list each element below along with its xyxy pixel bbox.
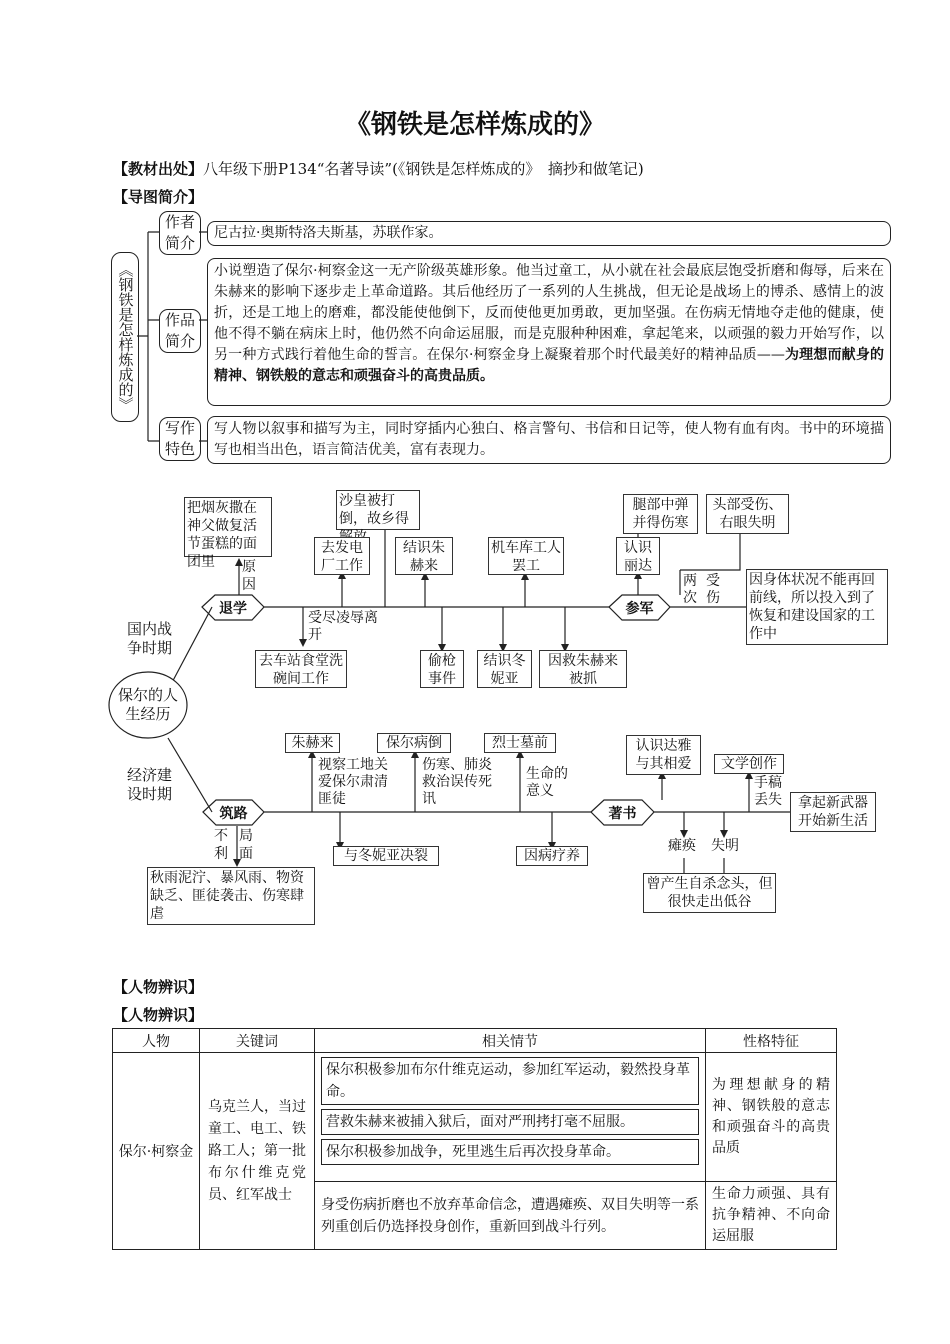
header-person: 人物 xyxy=(113,1029,200,1053)
author-text: 尼古拉·奥斯特洛夫斯基，苏联作家。 xyxy=(207,221,891,246)
person-keywords: 乌克兰人，当过童工、电工、铁路工人；第一批布尔什维克党员、红军战士 xyxy=(200,1053,315,1250)
people-heading-1: 【人物辨识】 xyxy=(113,978,204,996)
node-canjun: 参军 xyxy=(625,601,654,617)
label-shicha: 视察工地关爱保尔肃清匪徒 xyxy=(318,757,388,807)
person-name: 保尔·柯察金 xyxy=(113,1053,200,1250)
box-juelie: 与冬妮亚决裂 xyxy=(333,846,439,866)
label-shiming: 失明 xyxy=(711,838,739,854)
intro-heading: 【导图简介】 xyxy=(113,188,204,206)
author-label: 作者简介 xyxy=(159,211,201,255)
header-trait: 性格特征 xyxy=(706,1029,837,1053)
label-jumian: 局面 xyxy=(239,828,253,862)
page-title: 《钢铁是怎样炼成的》 xyxy=(344,110,605,140)
box-shenti: 因身体状况不能再回前线，所以投入到了恢复和建设国家的工作中 xyxy=(746,569,888,645)
box-toubu: 头部受伤、右眼失明 xyxy=(706,494,789,534)
box-chezhan: 去车站食堂洗碗间工作 xyxy=(255,650,347,688)
label-tanhuan: 瘫痪 xyxy=(668,838,696,854)
node-zhulu: 筑路 xyxy=(219,806,248,822)
period-construction: 经济建设时期 xyxy=(127,766,173,803)
center-node: 保尔的人生经历 xyxy=(117,686,178,723)
header-plot: 相关情节 xyxy=(315,1029,706,1053)
label-shanghan: 伤寒、肺炎救治误传死讯 xyxy=(422,757,492,807)
label-buli: 不利 xyxy=(214,828,228,862)
header-keyword: 关键词 xyxy=(200,1029,315,1053)
box-fadian: 去发电厂工作 xyxy=(314,537,370,575)
episode-2: 营救朱赫来被捕入狱后，面对严刑拷打毫不屈服。 xyxy=(321,1109,699,1135)
label-shoushang: 受伤 xyxy=(706,573,720,606)
box-zhuhelai-2: 朱赫来 xyxy=(285,733,340,753)
table-row xyxy=(113,1053,837,1182)
node-tuixue: 退学 xyxy=(219,601,247,617)
box-jiche: 机车库工人罢工 xyxy=(488,537,564,575)
period-civil-war: 国内战争时期 xyxy=(127,620,173,657)
box-touqiang: 偷枪事件 xyxy=(420,650,464,688)
label-shoujin: 受尽凌辱离开 xyxy=(308,610,378,643)
work-text-body: 小说塑造了保尔·柯察金这一无产阶级英雄形象。他当过童工，从小就在社会最底层饱受折磨和侮辱，后来在朱赫来的影响下逐步走上革命道路。其后他经历了一系列的人生挑战，但无论是战场上的博杀、感情上的波折，还是工地上的磨难，都没能使他倒下，反而使他更加勇敢，更加坚强。在伤病无情地夺走他的健康，使他不得不躺在病床上时，他仍然不向命运屈服，而是克服种种困难，拿起笔来，以顽强的毅力开始写作，以另一种方式践行着他生命的誓言。在保尔·柯察金身上凝聚着那个时代最美好的精神品质—— xyxy=(214,263,884,363)
work-label: 作品简介 xyxy=(159,309,201,353)
box-wuqi: 拿起新武器开始新生活 xyxy=(790,792,876,832)
box-wenxue: 文学创作 xyxy=(714,754,784,774)
label-yuanyin: 原因 xyxy=(242,559,256,593)
box-shahuang: 沙皇被打倒，故乡得 xyxy=(336,490,420,530)
box-dongniya: 结识冬妮亚 xyxy=(477,650,532,688)
box-qiuyu: 秋雨泥泞、暴风雨、物资缺乏、匪徒袭击、伤寒肆虐 xyxy=(147,867,315,925)
book-title-vertical: 《钢铁是怎样炼成的》 xyxy=(111,252,139,422)
table-header-row xyxy=(113,1029,837,1053)
style-label: 写作特色 xyxy=(159,417,201,461)
episode-1: 保尔积极参加布尔什维克运动，参加红军运动，毅然投身革命。 xyxy=(321,1057,699,1105)
trait-1: 为理想献身的精神、钢铁般的意志和顽强奋斗的高贵品质 xyxy=(706,1053,837,1182)
box-yanhui: 把烟灰撒在神父做复活节蛋糕的面团里 xyxy=(184,497,272,557)
source-label: 【教材出处】 xyxy=(113,160,204,178)
box-bingdao: 保尔病倒 xyxy=(377,733,451,753)
box-daya: 认识达雅与其相爱 xyxy=(626,735,701,775)
box-lieshi: 烈士墓前 xyxy=(484,733,556,753)
label-liangci: 两次 xyxy=(683,573,697,606)
box-tuibu: 腿部中弹并得伤寒 xyxy=(623,494,698,534)
trait-2: 生命力顽强、具有抗争精神、不向命运屈服 xyxy=(706,1182,837,1250)
box-beizhua: 因救朱赫来被抓 xyxy=(539,650,627,688)
node-zhushu: 著书 xyxy=(608,806,637,822)
label-shougao: 手稿丢失 xyxy=(754,775,782,808)
box-liaoyang: 因病疗养 xyxy=(516,846,588,866)
work-text-bold: 为理想而献身的精神、钢铁般的意志和顽强奋斗的高贵品质。 xyxy=(214,347,885,384)
box-lida: 认识丽达 xyxy=(616,537,660,575)
people-table xyxy=(112,1028,837,1250)
box-zisha: 曾产生自杀念头，但很快走出低谷 xyxy=(643,873,776,913)
episode-4-cell xyxy=(315,1182,706,1250)
box-zhuhelai: 结识朱赫来 xyxy=(395,537,453,575)
episode-3: 保尔积极参加战争，死里逃生后再次投身革命。 xyxy=(321,1139,699,1165)
people-heading-2: 【人物辨识】 xyxy=(113,1006,204,1024)
source-text: 八年级下册P134“名著导读”(《钢铁是怎样炼成的》 摘抄和做笔记) xyxy=(203,160,644,178)
episodes-cell xyxy=(315,1053,706,1182)
label-shengming: 生命的意义 xyxy=(526,766,568,799)
style-text: 写人物以叙事和描写为主，同时穿插内心独白、格言警句、书信和日记等，使人物有血有肉。书中的环境描写也相当出色，语言简洁优美，富有表现力。 xyxy=(207,416,891,464)
episode-4: 身受伤病折磨也不放弃革命信念，遭遇瘫痪、双目失明等一系列重创后仍选择投身创作，重新回到战斗行列。 xyxy=(321,1196,699,1235)
